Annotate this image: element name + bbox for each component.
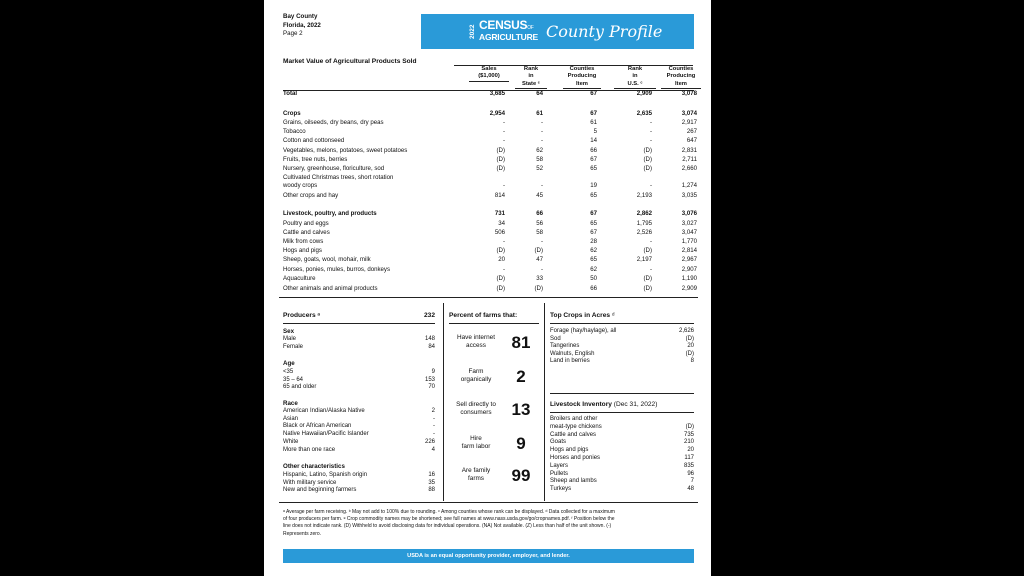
row-value: 62 — [536, 147, 543, 154]
top-crops-rule — [550, 323, 694, 324]
livestock-value: 735 — [683, 431, 694, 438]
row-value: 2,831 — [681, 147, 697, 154]
row-label: Other animals and animal products — [283, 285, 378, 292]
footnotes — [283, 509, 696, 538]
table-row — [283, 255, 697, 264]
producer-value: 84 — [428, 343, 435, 350]
row-value: 28 — [590, 238, 597, 245]
producers-subheading: Race — [283, 400, 298, 407]
livestock-row — [550, 471, 694, 479]
table-row — [283, 136, 697, 145]
row-value: - — [540, 266, 543, 273]
column-header-line: Rank — [523, 66, 539, 72]
table-row — [283, 89, 697, 98]
row-value: - — [502, 137, 505, 144]
livestock-row — [550, 416, 694, 424]
percent-label-line: consumers — [460, 409, 492, 417]
table-row — [283, 155, 697, 164]
producers-subheading: Other characteristics — [283, 463, 345, 470]
producer-value: 35 — [428, 479, 435, 486]
row-value: (D) — [643, 156, 652, 163]
row-label: Sheep, goats, wool, mohair, milk — [283, 256, 371, 263]
livestock-date: (Dec 31, 2022) — [613, 401, 658, 408]
row-value: 3,078 — [681, 90, 697, 97]
livestock-value: 48 — [687, 486, 694, 493]
producers-subheading: Sex — [283, 328, 295, 335]
agriculture-word: AGRICULTURE — [479, 32, 539, 42]
livestock-row — [550, 478, 694, 486]
livestock-label: Broilers and other — [550, 416, 598, 422]
column-header — [661, 66, 701, 89]
row-value: 3,035 — [681, 192, 697, 199]
row-label: Vegetables, melons, potatoes, sweet potatoes — [283, 147, 408, 154]
table-row — [283, 164, 697, 173]
column-header — [614, 66, 656, 89]
producer-value: - — [433, 423, 435, 430]
row-label: Grains, oilseeds, dry beans, dry peas — [283, 119, 384, 126]
row-value: 2,526 — [636, 229, 652, 236]
row-value: 2,909 — [636, 90, 652, 97]
producer-value: - — [433, 415, 435, 422]
row-value: 731 — [494, 210, 505, 217]
livestock-label: Goats — [550, 439, 567, 446]
footnote-line: line does not indicate rank. (D) Withheld to avoid disclosing data for individual operations. (NA) Not available. (Z) Less than half of the unit shown. (-) — [283, 523, 612, 530]
row-value: (D) — [534, 285, 543, 292]
row-value: - — [540, 128, 543, 135]
producer-label: With military service — [283, 479, 337, 486]
row-value: (D) — [496, 285, 505, 292]
top-crop-row — [550, 358, 694, 366]
producer-label: Native Hawaiian/Pacific Islander — [283, 431, 369, 438]
row-value: 61 — [536, 110, 543, 117]
row-value: (D) — [643, 165, 652, 172]
producer-value: 70 — [428, 384, 435, 391]
row-value: 2,711 — [682, 156, 697, 163]
column-header-line: Producing — [666, 73, 696, 80]
row-value: 2,660 — [681, 165, 697, 172]
census-banner — [421, 14, 694, 49]
top-crop-label: Land in berries — [550, 358, 590, 365]
row-value: (D) — [643, 247, 652, 254]
percent-label-line: access — [466, 342, 486, 350]
column-divider-2 — [544, 303, 545, 501]
row-value: - — [540, 137, 543, 144]
row-label: Other crops and hay — [283, 192, 339, 199]
livestock-label: Sheep and lambs — [550, 478, 597, 485]
table-row — [283, 284, 697, 293]
livestock-row — [550, 432, 694, 440]
row-value: - — [649, 128, 652, 135]
row-value: 3,076 — [681, 210, 697, 217]
percent-title: Percent of farms that: — [449, 312, 518, 319]
row-value: (D) — [534, 247, 543, 254]
row-value: 1,274 — [681, 182, 697, 189]
top-crop-label: Sod — [550, 335, 561, 342]
row-value: 2,814 — [681, 247, 697, 254]
percent-value: 2 — [516, 367, 526, 386]
row-value: - — [502, 266, 505, 273]
producer-label: White — [283, 438, 299, 445]
livestock-value: 20 — [687, 447, 694, 454]
table-row — [283, 109, 697, 118]
table-row — [283, 219, 697, 228]
producer-value: 148 — [424, 336, 435, 342]
producer-value: 4 — [431, 446, 435, 453]
row-value: 14 — [590, 137, 597, 144]
row-value: - — [540, 238, 543, 245]
top-crops-title-text: Top Crops in Acres — [550, 312, 611, 319]
row-value: 1,770 — [681, 238, 697, 245]
footnote-line: ᵃ Average per farm receiving. ᵇ May not add to 100% due to rounding. ᶜ Among counties whose rank can be displayed. ᵈ Data collected for a maximum — [283, 509, 615, 515]
table-row — [283, 237, 697, 246]
row-label: Cultivated Christmas trees, short rotation — [283, 174, 394, 181]
column-header-line: in — [528, 73, 534, 80]
producer-row — [283, 447, 435, 455]
row-value: (D) — [643, 285, 652, 292]
table-row — [283, 265, 697, 274]
row-value: 47 — [536, 256, 543, 263]
footnote-line: of four producers per farm. ᵉ Crop commodity names may be shortened; see full names at www.nass.usda.gov/go/cropnames.pdf. ᶠ Position below the — [283, 516, 615, 523]
row-value: 2,907 — [681, 266, 697, 273]
producer-value: 226 — [424, 438, 435, 445]
livestock-label: Pullets — [550, 470, 569, 477]
row-value: 62 — [590, 247, 597, 254]
row-value: (D) — [643, 275, 652, 282]
producer-value: - — [433, 431, 435, 438]
livestock-row — [550, 439, 694, 447]
producer-row — [283, 384, 435, 392]
row-label: Milk from cows — [283, 238, 324, 245]
livestock-row — [550, 424, 694, 432]
row-value: - — [649, 137, 652, 144]
percent-label — [450, 368, 502, 384]
banner-year: 2022 — [469, 24, 476, 40]
row-value: 65 — [590, 220, 597, 227]
percent-label — [450, 435, 502, 451]
percent-label — [450, 401, 502, 417]
row-value: 20 — [498, 256, 505, 263]
row-value: - — [502, 119, 505, 126]
row-value: 33 — [536, 275, 543, 282]
column-header-line: in — [632, 73, 638, 80]
top-crop-label: Tangerines — [550, 343, 580, 350]
row-value: (D) — [496, 156, 505, 163]
row-value: 64 — [536, 90, 543, 97]
livestock-value: 835 — [683, 462, 694, 469]
county-name: Bay County — [283, 13, 318, 20]
row-label: Tobacco — [283, 128, 306, 135]
producer-label: 65 and older — [283, 384, 317, 391]
livestock-label: Layers — [550, 462, 569, 469]
row-value: 62 — [590, 266, 597, 273]
row-value: (D) — [496, 147, 505, 154]
column-header-line: Counties — [668, 66, 694, 72]
livestock-label: Hogs and pigs — [550, 447, 589, 454]
table-row — [283, 181, 697, 190]
column-header — [515, 66, 547, 89]
table-row — [283, 127, 697, 136]
column-header-line: Rank — [627, 66, 643, 72]
row-value: 67 — [590, 210, 597, 217]
livestock-row — [550, 447, 694, 455]
producer-label: <35 — [283, 369, 294, 375]
producer-label: Female — [283, 343, 304, 350]
row-label: Livestock, poultry, and products — [283, 210, 377, 217]
table-row — [283, 246, 697, 255]
column-header — [563, 66, 601, 89]
section-divider — [279, 297, 698, 298]
percent-label-line: Hire — [470, 435, 482, 442]
livestock-label: Cattle and calves — [550, 431, 597, 438]
banner-title: County Profile — [546, 22, 663, 41]
row-value: 67 — [590, 90, 597, 97]
row-value: 58 — [536, 156, 543, 163]
percent-label — [450, 334, 502, 350]
row-value: 19 — [590, 182, 597, 189]
row-value: 2,862 — [636, 210, 652, 217]
column-header-line: ($1,000) — [469, 73, 509, 81]
percent-label-line: organically — [460, 376, 492, 384]
percent-rule — [449, 323, 539, 324]
column-header-line: Item — [563, 81, 601, 89]
row-value: 3,047 — [681, 229, 697, 236]
producer-label: American Indian/Alaska Native — [283, 408, 365, 414]
percent-label — [450, 467, 502, 483]
row-value: 3,074 — [681, 110, 697, 117]
row-value: 67 — [590, 110, 597, 117]
row-value: 5 — [593, 128, 597, 135]
top-crops-sup: ᵈ — [611, 312, 615, 319]
table-row — [283, 118, 697, 127]
row-value: 2,197 — [636, 256, 652, 263]
livestock-value: 96 — [687, 470, 694, 477]
row-value: 3,685 — [489, 90, 505, 97]
row-label: Total — [283, 90, 298, 97]
row-value: 2,917 — [681, 119, 697, 126]
row-value: - — [502, 238, 505, 245]
row-value: 52 — [536, 165, 543, 172]
row-value: 647 — [686, 137, 697, 144]
top-crop-label: Forage (hay/haylage), all — [550, 328, 617, 334]
table-row — [283, 146, 697, 155]
row-value: 1,795 — [636, 220, 652, 227]
column-header-line: Producing — [567, 73, 597, 80]
producer-row — [283, 487, 435, 495]
row-value: (D) — [643, 147, 652, 154]
livestock-value: 7 — [690, 478, 694, 485]
row-value: 67 — [590, 229, 597, 236]
row-value: - — [502, 128, 505, 135]
state-year: Florida, 2022 — [283, 21, 321, 29]
producers-rule — [283, 323, 435, 324]
producer-value: 2 — [431, 408, 435, 414]
row-label: Crops — [283, 110, 301, 117]
livestock-row — [550, 486, 694, 494]
percent-label-line: Are family — [461, 467, 491, 474]
percent-label-line: Farm — [468, 368, 484, 375]
row-value: 67 — [590, 156, 597, 163]
row-value: 65 — [590, 256, 597, 263]
livestock-value: 117 — [684, 455, 694, 461]
table-row — [283, 228, 697, 237]
livestock-row — [550, 455, 694, 463]
row-value: - — [649, 266, 652, 273]
row-value: 2,193 — [636, 192, 652, 199]
row-value: (D) — [496, 275, 505, 282]
producer-label: New and beginning farmers — [283, 487, 357, 494]
row-label: Aquaculture — [283, 275, 316, 282]
top-crop-value: 20 — [687, 343, 694, 350]
producer-value: 9 — [431, 369, 435, 375]
row-label: Hogs and pigs — [283, 247, 322, 254]
row-value: - — [502, 182, 505, 189]
row-value: 56 — [536, 220, 543, 227]
page-header-info — [283, 13, 321, 39]
livestock-title — [550, 401, 657, 408]
column-header-line: U.S. ᶜ — [614, 81, 656, 89]
producer-label: More than one race — [283, 446, 336, 453]
row-value: 3,027 — [681, 220, 697, 227]
row-value: 61 — [590, 119, 597, 126]
row-label: Horses, ponies, mules, burros, donkeys — [283, 266, 391, 273]
producer-label: Hispanic, Latino, Spanish origin — [283, 472, 368, 478]
column-divider-1 — [443, 303, 444, 501]
top-crop-value: (D) — [685, 335, 694, 342]
row-value: - — [649, 119, 652, 126]
livestock-title-text: Livestock Inventory — [550, 401, 612, 408]
top-crop-value: (D) — [685, 350, 694, 357]
row-value: 1,190 — [681, 275, 697, 282]
row-value: 45 — [536, 192, 543, 199]
producer-value: 88 — [428, 487, 435, 494]
row-value: 2,967 — [681, 256, 697, 263]
row-label: Poultry and eggs — [283, 220, 329, 227]
producer-label: Black or African American — [283, 423, 352, 430]
producer-label: Male — [283, 336, 297, 342]
census-word: CENSUS — [479, 18, 528, 32]
percent-label-line: Sell directly to — [456, 401, 496, 408]
row-value: - — [540, 119, 543, 126]
top-crop-label: Walnuts, English — [550, 350, 595, 357]
row-label: Nursery, greenhouse, floriculture, sod — [283, 165, 385, 172]
row-value: - — [649, 238, 652, 245]
livestock-top-rule — [550, 393, 694, 394]
producer-label: 35 – 64 — [283, 376, 304, 383]
row-value: 2,909 — [681, 285, 697, 292]
row-value: (D) — [496, 165, 505, 172]
row-value: 267 — [686, 128, 697, 135]
row-value: 65 — [590, 192, 597, 199]
table-row — [283, 191, 697, 200]
percent-label-line: farms — [468, 475, 484, 483]
row-value: 50 — [590, 275, 597, 282]
row-label: Cotton and cottonseed — [283, 137, 345, 144]
column-header-line: Sales — [481, 66, 497, 72]
producers-total: 232 — [423, 312, 435, 319]
footer-divider — [279, 502, 698, 503]
report-page — [264, 0, 711, 576]
percent-value: 99 — [511, 466, 531, 485]
livestock-label: Horses and ponies — [550, 455, 601, 461]
row-value: (D) — [496, 247, 505, 254]
page-number: Page 2 — [283, 30, 303, 38]
producers-title: Producers ᵃ — [283, 312, 320, 319]
row-value: 34 — [498, 220, 505, 227]
top-crop-value: 2,626 — [678, 328, 694, 334]
producer-value: 153 — [424, 376, 435, 383]
table-row — [283, 209, 697, 218]
percent-value: 9 — [516, 434, 526, 453]
livestock-row — [550, 463, 694, 471]
percent-value: 13 — [511, 400, 531, 419]
row-value: 58 — [536, 229, 543, 236]
row-value: 66 — [590, 147, 597, 154]
column-header — [469, 66, 509, 82]
column-header-line: State ᶜ — [515, 81, 547, 89]
percent-label-line: Have internet — [456, 334, 495, 341]
table-row — [283, 274, 697, 283]
footnote-line: Represents zero. — [283, 530, 322, 537]
row-value: 66 — [536, 210, 543, 217]
row-value: - — [540, 182, 543, 189]
livestock-label: Turkeys — [550, 486, 572, 493]
livestock-value: 210 — [683, 439, 694, 446]
row-label: woody crops — [283, 182, 318, 189]
livestock-value: (D) — [685, 423, 694, 430]
percent-label-line: farm labor — [461, 443, 491, 451]
top-crop-value: 8 — [690, 358, 694, 365]
top-crops-title — [550, 312, 614, 319]
row-value: 2,954 — [489, 110, 505, 117]
producer-label: Asian — [283, 415, 299, 422]
producers-subheading: Age — [283, 360, 295, 367]
percent-value: 81 — [511, 333, 531, 352]
row-value: - — [649, 182, 652, 189]
row-label: Fruits, tree nuts, berries — [283, 156, 348, 163]
usda-statement-bar: USDA is an equal opportunity provider, employer, and lender. — [283, 549, 694, 563]
row-label: Cattle and calves — [283, 229, 330, 236]
producer-row — [283, 344, 435, 352]
column-header-line: Counties — [569, 66, 595, 72]
row-value: 2,635 — [636, 110, 652, 117]
producer-value: 16 — [428, 472, 435, 478]
livestock-label: meat-type chickens — [550, 423, 602, 430]
livestock-rule — [550, 412, 694, 413]
of-word: OF — [527, 25, 534, 31]
row-value: 66 — [590, 285, 597, 292]
row-value: 814 — [494, 192, 505, 199]
market-value-title: Market Value of Agricultural Products Sold — [283, 58, 417, 65]
row-value: 65 — [590, 165, 597, 172]
column-header-line: Item — [661, 81, 701, 89]
row-value: 506 — [494, 229, 505, 236]
